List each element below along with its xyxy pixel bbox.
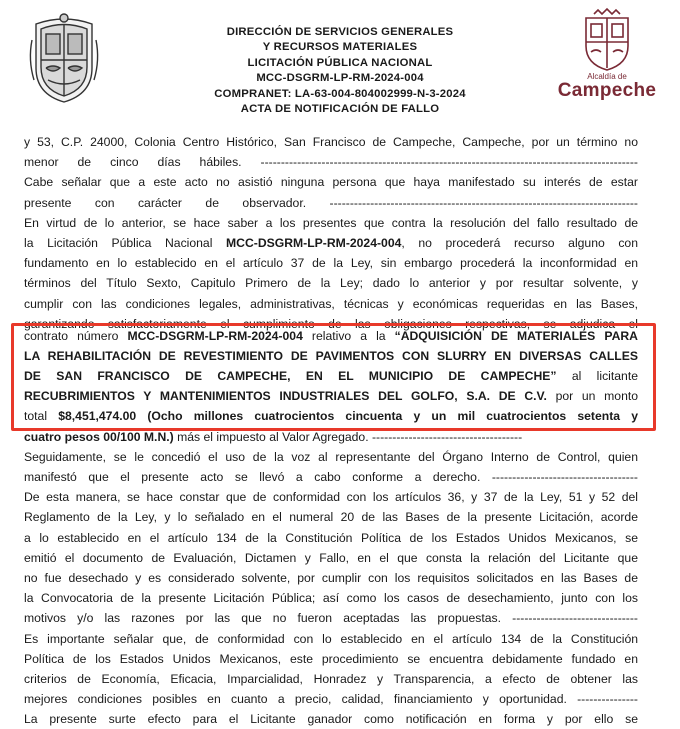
bold-text: $8,451,474.00 (Ocho millones cuatrocientos cincuenta y un mil cuatrocientos setenta y — [58, 409, 638, 424]
body-line — [24, 193, 638, 213]
body-text: presente con carácter de observador. ---------------------------------------------------------------------------- — [24, 195, 638, 210]
alcaldia-logo — [552, 8, 662, 120]
body-text: Política de los Estados Unidos Mexicanos, este procedimiento se encuentra debidamente fundado en — [24, 651, 638, 666]
body-line — [24, 528, 638, 548]
body-text: y 53, C.P. 24000, Colonia Centro Histórico, San Francisco de Campeche, Campeche, por un término no — [24, 135, 638, 149]
header-title-block — [150, 25, 530, 117]
body-line — [24, 233, 638, 253]
bold-text: MCC-DSGRM-LP-RM-2024-004 — [226, 235, 402, 250]
bold-text: DE SAN FRANCISCO DE CAMPECHE, EN EL MUNICIPIO DE CAMPECHE” — [24, 369, 557, 384]
body-text: Reglamento de la Ley, y lo señalado en el numeral 20 de las Bases de la presente Licitación, acorde — [24, 510, 638, 525]
body-line — [24, 314, 638, 331]
body-line — [24, 273, 638, 293]
body-line — [24, 294, 638, 314]
body-text: al licitante — [556, 369, 638, 384]
body-line — [24, 689, 638, 709]
body-line — [24, 406, 638, 426]
body-line — [24, 172, 638, 192]
header-line: COMPRANET: LA-63-004-804002999-N-3-2024 — [214, 87, 466, 100]
body-text: no fue desechado y es considerado solvente, por cumplir con los requisitos solicitados en las Bases de — [24, 570, 638, 585]
header-line: ACTA DE NOTIFICACIÓN DE FALLO — [240, 103, 440, 116]
header-line: DIRECCIÓN DE SERVICIOS GENERALES — [226, 26, 454, 38]
body-text: emitió el documento de Evaluación, Dictamen y Fallo, en el que consta la relación del Licitante que — [24, 550, 638, 565]
body-line — [24, 213, 638, 233]
body-line — [24, 548, 638, 568]
body-text: menor de cinco días hábiles. --------------------------------------------------------------------------------------------- — [24, 155, 638, 170]
body-text: Es importante señalar que, de conformidad con lo establecido en el artículo 134 de la Constitución — [24, 631, 638, 646]
body-line — [24, 669, 638, 689]
body-text: Cabe señalar que a este acto no asistió ninguna persona que haya manifestado su interés de estar — [24, 175, 638, 190]
body-text: manifestó que el presente acto se llevó a cabo conforme a derecho. ------------------------------------ — [24, 470, 638, 484]
body-line — [24, 507, 638, 527]
body-line — [24, 629, 638, 649]
body-text: relativo a la — [302, 328, 395, 343]
document-header — [0, 0, 680, 130]
body-text: la Licitación Pública Nacional — [24, 235, 226, 250]
body-text: total — [24, 409, 59, 424]
bold-text: “ADQUISICIÓN DE MATERIALES PARA — [394, 328, 638, 343]
body-line — [24, 152, 638, 172]
body-line — [24, 467, 638, 487]
document-body — [24, 132, 639, 727]
body-text: contrato número — [24, 328, 128, 343]
body-line — [24, 366, 638, 386]
body-text: De esta manera, se hace constar que de conformidad con los artículos 36, y 37 de la Ley, 51 y 52 del — [24, 490, 638, 505]
body-text: fundamento en lo establecido en el artículo 37 de la Ley, sin embargo procederá la inconformidad en — [24, 256, 638, 271]
body-text: más el impuesto al Valor Agregado. ------------------------------------- — [173, 429, 523, 444]
body-text: , no procederá recurso alguno con — [401, 235, 638, 250]
body-line — [24, 386, 638, 406]
body-line — [24, 487, 638, 507]
bold-text: MCC-DSGRM-LP-RM-2024-004 — [127, 328, 303, 343]
body-text: motivos y/o las razones por las que no fueron aceptadas las propuestas. ------------------------------- — [24, 611, 638, 626]
body-line — [24, 608, 638, 628]
header-line: MCC-DSGRM-LP-RM-2024-004 — [256, 72, 424, 85]
body-line — [24, 588, 638, 608]
body-line — [24, 427, 638, 447]
body-line — [24, 649, 638, 669]
header-line: LICITACIÓN PÚBLICA NACIONAL — [247, 56, 433, 69]
body-text: términos del Título Sexto, Capitulo Primero de la Ley; dado lo anterior y por resultar solvente, y — [24, 276, 638, 291]
body-line — [24, 326, 638, 346]
body-text: mejores condiciones posibles en cuanto a precio, calidad, financiamiento y oportunidad. --------------- — [24, 692, 638, 707]
body-text: por un monto — [546, 389, 639, 404]
body-line — [24, 346, 638, 366]
bold-text: cuatro pesos 00/100 M.N.) — [24, 429, 174, 444]
body-text: la Convocatoria de la presente Licitación Pública; así como los casos de desechamiento, junto con los — [24, 591, 638, 606]
campeche-seal-icon — [28, 10, 100, 106]
logo-city-name: Campeche — [557, 80, 657, 101]
body-text: Seguidamente, se le concedió el uso de la voz al representante del Órgano Interno de Control, quien — [24, 449, 638, 464]
body-text: En virtud de lo anterior, se hace saber a los presentes que contra la resolución del fallo resultado de — [24, 215, 638, 230]
bold-text: LA REHABILITACIÓN DE REVESTIMIENTO DE PAVIMENTOS CON SLURRY EN DIVERSAS CALLES — [24, 348, 638, 363]
body-text: garantizando satisfactoriamente el cumplimiento de las obligaciones respectivas, se adjudica el — [24, 316, 638, 331]
body-line — [24, 253, 638, 273]
logo-subtitle: Alcaldía de — [587, 72, 627, 81]
body-line — [24, 447, 638, 467]
body-line — [24, 132, 638, 152]
header-line: Y RECURSOS MATERIALES — [262, 41, 418, 54]
body-text: a lo establecido en el artículo 134 de la Constitución Política de los Estados Unidos Mexicanos, se — [24, 530, 638, 545]
body-text: La presente surte efecto para el Licitante ganador como notificación en forma y por ello se — [24, 712, 638, 727]
body-text: cumplir con las condiciones legales, administrativas, técnicas y económicas requeridas en las Bases, — [24, 296, 638, 311]
bold-text: RECUBRIMIENTOS Y MANTENIMIENTOS INDUSTRIALES DEL GOLFO, S.A. DE C.V. — [24, 389, 547, 404]
body-line — [24, 568, 638, 588]
body-text: criterios de Economía, Eficacia, Imparcialidad, Honradez y Transparencia, a efecto de obtener las — [24, 671, 638, 686]
campeche-shield-icon — [580, 8, 634, 72]
body-line — [24, 709, 638, 727]
